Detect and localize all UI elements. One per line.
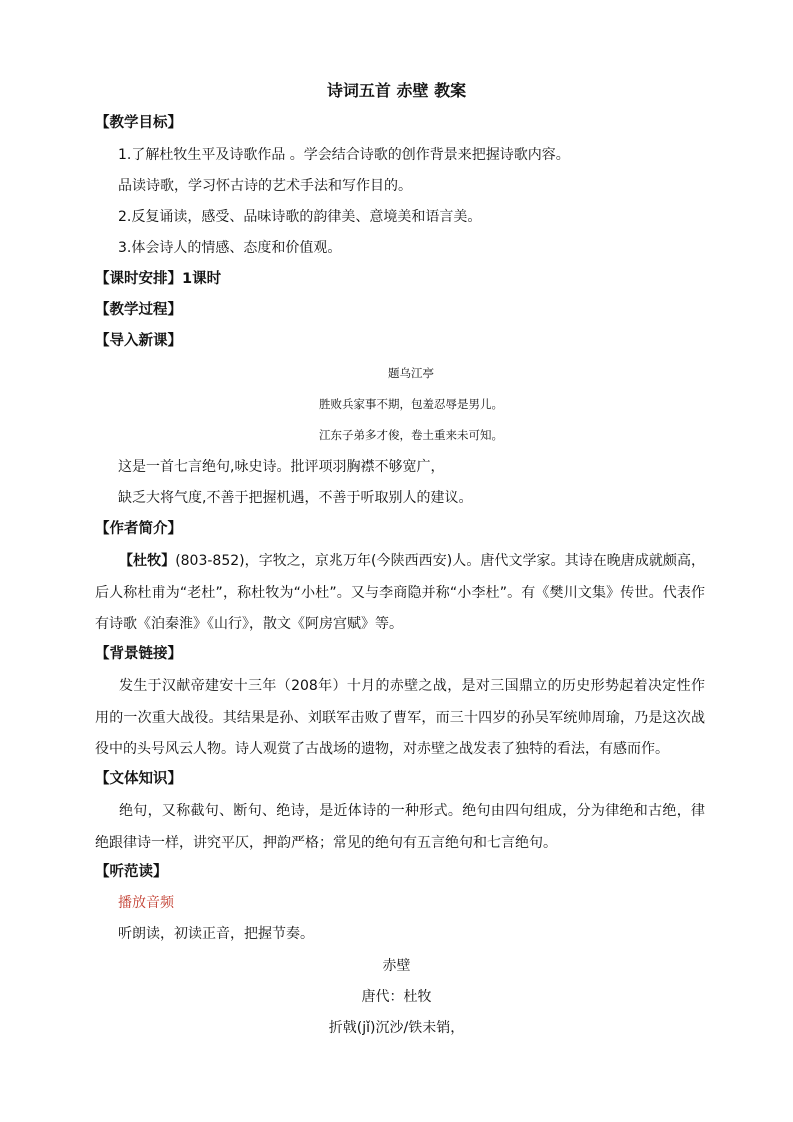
background-paragraph: 发生于汉献帝建安十三年（208年）十月的赤壁之战，是对三国鼎立的历史形势起着决定性作用的一次重大战役。其结果是孙、刘联军击败了曹军，而三十四岁的孙吴军统帅周瑜，乃是这次战役中的头号风云人物。诗人观赏了古战场的遗物，对赤壁之战发表了独特的看法，有感而作。 xyxy=(95,678,705,757)
section-heading-author: 【作者简介】 xyxy=(95,521,182,537)
section-heading-schedule xyxy=(95,269,221,289)
poem-first-line: 折戟(jǐ)沉沙/铁未销， xyxy=(328,1020,465,1036)
schedule-value: 1课时 xyxy=(182,271,222,287)
genre-paragraph: 绝句，又称截句、断句、绝诗，是近体诗的一种形式。绝句由四句组成，分为律绝和古绝，律绝跟律诗一样，讲究平仄，押韵严格；常见的绝句有五言绝句和七言绝句。 xyxy=(95,803,705,851)
author-text: (803-852)，字牧之，京兆万年(今陕西西安)人。唐代文学家。其诗在晚唐成就颇高，后人称杜甫为“老杜”，称杜牧为“小杜”。又与李商隐并称“小李杜”。有《樊川文集》传世。代表作有诗歌《泊秦淮》《山行》，散文《阿房宫赋》等。 xyxy=(95,553,706,632)
goal-item-1: 1.了解杜牧生平及诗歌作品 。学会结合诗歌的创作背景来把握诗歌内容。 xyxy=(118,147,570,163)
section-heading-background: 【背景链接】 xyxy=(95,646,182,662)
section-heading-listen: 【听范读】 xyxy=(95,864,168,880)
intro-text-1: 这是一首七言绝句,咏史诗。批评项羽胸襟不够宽广， xyxy=(118,459,445,475)
poem-title: 赤壁 xyxy=(382,958,411,974)
poem-author: 唐代：杜牧 xyxy=(361,989,432,1005)
section-heading-process: 【教学过程】 xyxy=(95,302,182,318)
section-heading-intro: 【导入新课】 xyxy=(95,333,182,349)
intro-poem-line-2: 江东子弟多才俊，卷土重来未可知。 xyxy=(319,428,503,442)
intro-text-2: 缺乏大将气度,不善于把握机遇，不善于听取别人的建议。 xyxy=(118,490,473,506)
listen-instruction: 听朗读，初读正音，把握节奏。 xyxy=(118,926,314,942)
intro-poem-line-1: 胜败兵家事不期，包羞忍辱是男儿。 xyxy=(319,397,503,411)
page-title: 诗词五首 赤壁 教案 xyxy=(326,81,467,100)
author-name: 【杜牧】 xyxy=(119,553,176,569)
goal-item-1-cont: 品读诗歌，学习怀古诗的艺术手法和写作目的。 xyxy=(118,178,412,194)
goal-item-2: 2.反复诵读，感受、品味诗歌的韵律美、意境美和语言美。 xyxy=(118,209,482,225)
intro-poem-title: 题乌江亭 xyxy=(388,366,434,380)
section-heading-genre: 【文体知识】 xyxy=(95,771,182,787)
author-paragraph xyxy=(95,546,705,641)
play-audio-link[interactable]: 播放音频 xyxy=(118,895,174,911)
section-heading-goals: 【教学目标】 xyxy=(95,115,182,131)
schedule-label: 【课时安排】 xyxy=(95,271,182,287)
goal-item-3: 3.体会诗人的情感、态度和价值观。 xyxy=(118,240,342,256)
